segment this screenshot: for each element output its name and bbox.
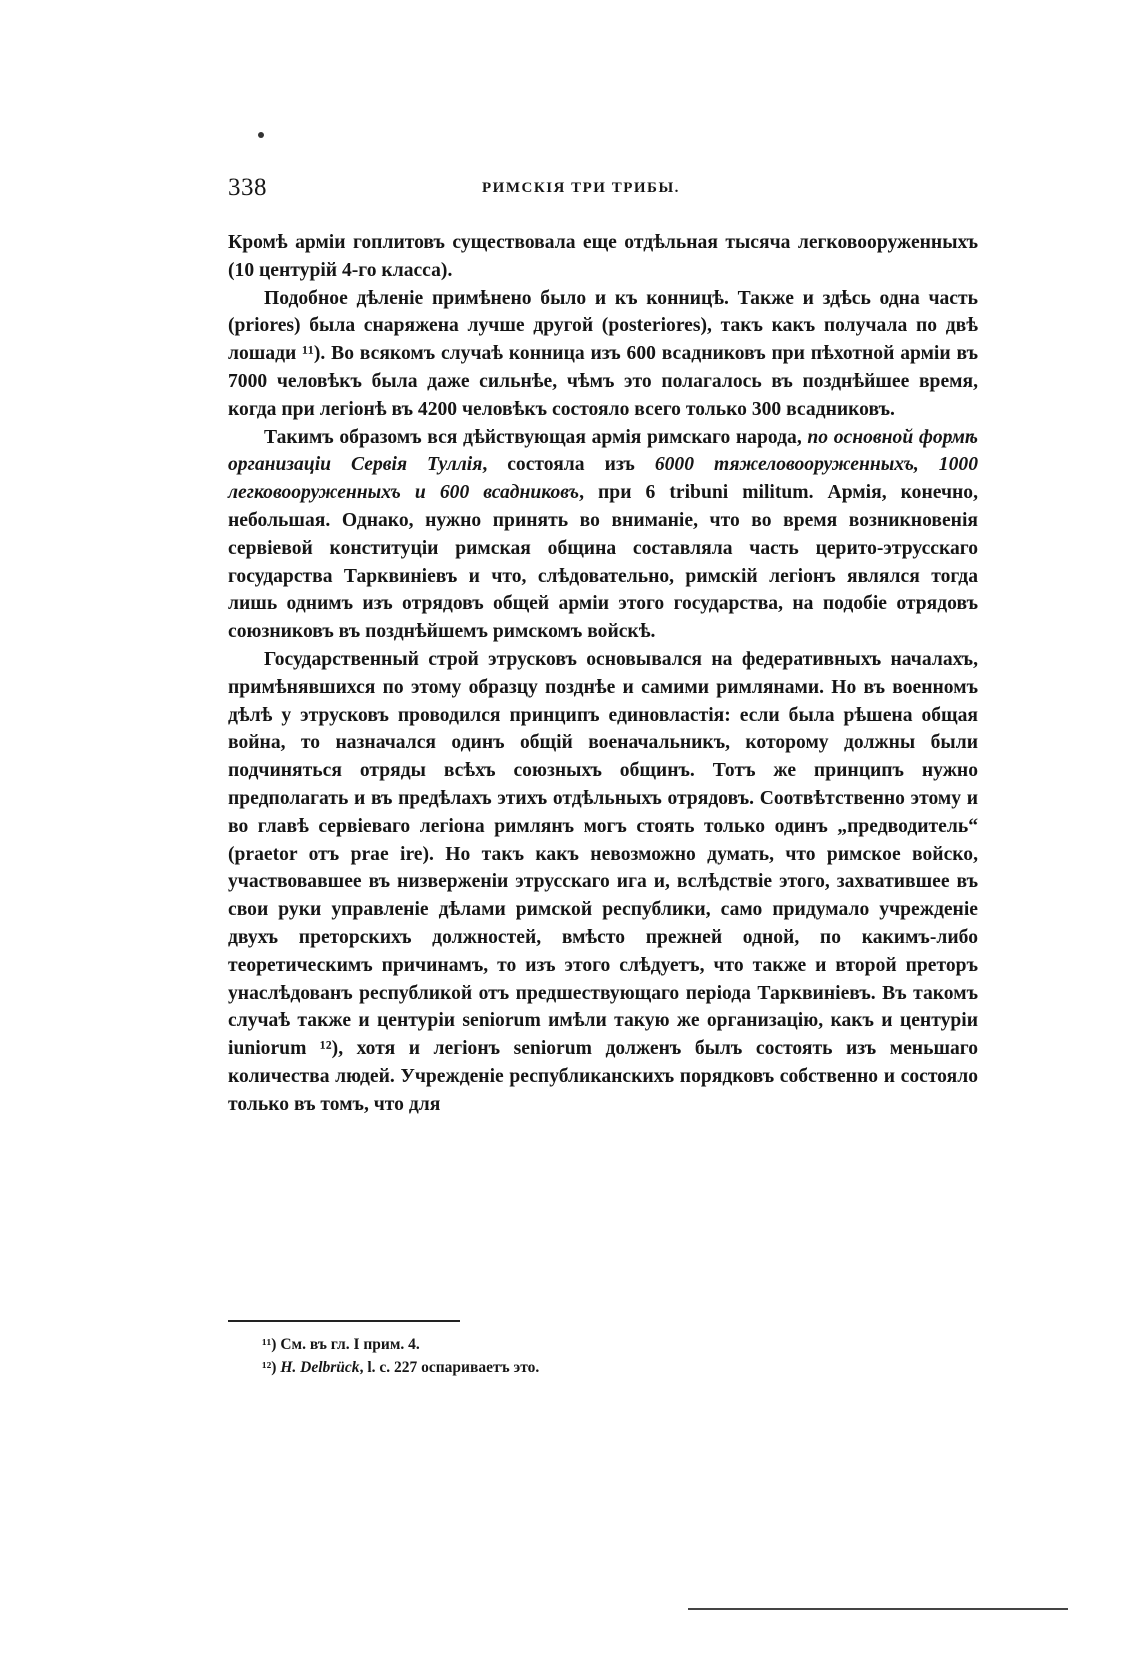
- footnote-11-mark: ¹¹): [262, 1336, 277, 1353]
- body-text: [228, 229, 978, 1119]
- footnote-12-text: , l. c. 227 оспариваетъ это.: [359, 1359, 540, 1376]
- bottom-edge-line: [688, 1608, 1068, 1610]
- footnote-12-author: H. Delbrück: [280, 1359, 360, 1376]
- footnotes: [262, 1333, 962, 1379]
- paragraph-3-italic-phrase: по основной формѣ организаціи Сервія Туллія: [228, 426, 978, 476]
- page-number: 338: [228, 174, 267, 201]
- footnote-12-mark: ¹²): [262, 1359, 277, 1376]
- paragraph-3-tail: , при 6 tribuni militum. Армія, конечно, небольшая. Однако, нужно принять во вниманіе, что во время возникновенія сервіевой конституціи римская община составляла часть церито-этрусскаго государства Тарквиніевъ и что, слѣдовательно, римскій легіонъ являлся тогда лишь однимъ изъ отрядовъ общей арміи этого государства, на подобіе отрядовъ союзниковъ въ позднѣйшемъ римскомъ войскѣ.: [228, 482, 979, 643]
- footnote-12: [262, 1356, 962, 1379]
- footnote-11-text: См. въ гл. I прим. 4.: [280, 1336, 420, 1353]
- paragraph-3-lead: Такимъ образомъ вся дѣйствующая армія римскаго народа,: [264, 426, 808, 448]
- paragraph-3-italic-numbers: 6000 тяжеловооруженныхъ, 1000 легковооруженныхъ и 600 всадниковъ: [228, 454, 978, 504]
- paragraph-3-mid: , состояла изъ: [482, 454, 655, 476]
- paragraph-2: Подобное дѣленіе примѣнено было и къ конницѣ. Также и здѣсь одна часть (priores) была снаряжена лучше другой (posteriores), такъ какъ получала по двѣ лошади ¹¹). Во всякомъ случаѣ конница изъ 600 всадниковъ при пѣхотной арміи въ 7000 человѣкъ была даже сильнѣе, чѣмъ это полагалось въ позднѣйшее время, когда при легіонѣ въ 4200 человѣкъ состояло всего только 300 всадниковъ.: [228, 287, 978, 420]
- paragraph-1: Кромѣ арміи гоплитовъ существовала еще отдѣльная тысяча легковооруженныхъ (10 центурій 4-го класса).: [228, 232, 978, 281]
- ink-speck: [258, 132, 264, 138]
- page-header: [228, 174, 978, 206]
- footnote-divider: [228, 1320, 460, 1322]
- paragraph-4: Государственный строй этрусковъ основывался на федеративныхъ началахъ, примѣнявшихся по этому образцу позднѣе и самими римлянами. Но въ военномъ дѣлѣ у этрусковъ проводился принципъ единовластія: если была рѣшена общая война, то назначался одинъ общій военачальникъ, которому должны были подчиняться отряды всѣхъ союзныхъ общинъ. Тотъ же принципъ нужно предполагать и въ предѣлахъ этихъ отдѣльныхъ отрядовъ. Соотвѣтственно этому и во главѣ сервіеваго легіона римлянъ могъ стоять только одинъ „предводитель“ (praetor отъ prae ire). Но такъ какъ невозможно думать, что римское войско, участвовавшее въ низверженіи этрусскаго ига и, вслѣдствіе этого, захватившее въ свои руки управленіе дѣлами римской республики, само придумало учрежденіе двухъ преторскихъ должностей, вмѣсто прежней одной, по какимъ-либо теоретическимъ причинамъ, то изъ этого слѣдуетъ, что также и второй преторъ унаслѣдованъ республикой отъ предшествующаго періода Тарквиніевъ. Въ такомъ случаѣ также и центуріи seniorum имѣли такую же организацію, какъ и центуріи iuniorum ¹²), хотя и легіонъ seniorum долженъ былъ состоять изъ меньшаго количества людей. Учрежденіе республиканскихъ порядковъ собственно и состояло только въ томъ, что для: [228, 648, 978, 1115]
- running-title: РИМСКІЯ ТРИ ТРИБЫ.: [482, 180, 680, 196]
- footnote-11: [262, 1333, 962, 1356]
- paragraph-3: [228, 424, 978, 646]
